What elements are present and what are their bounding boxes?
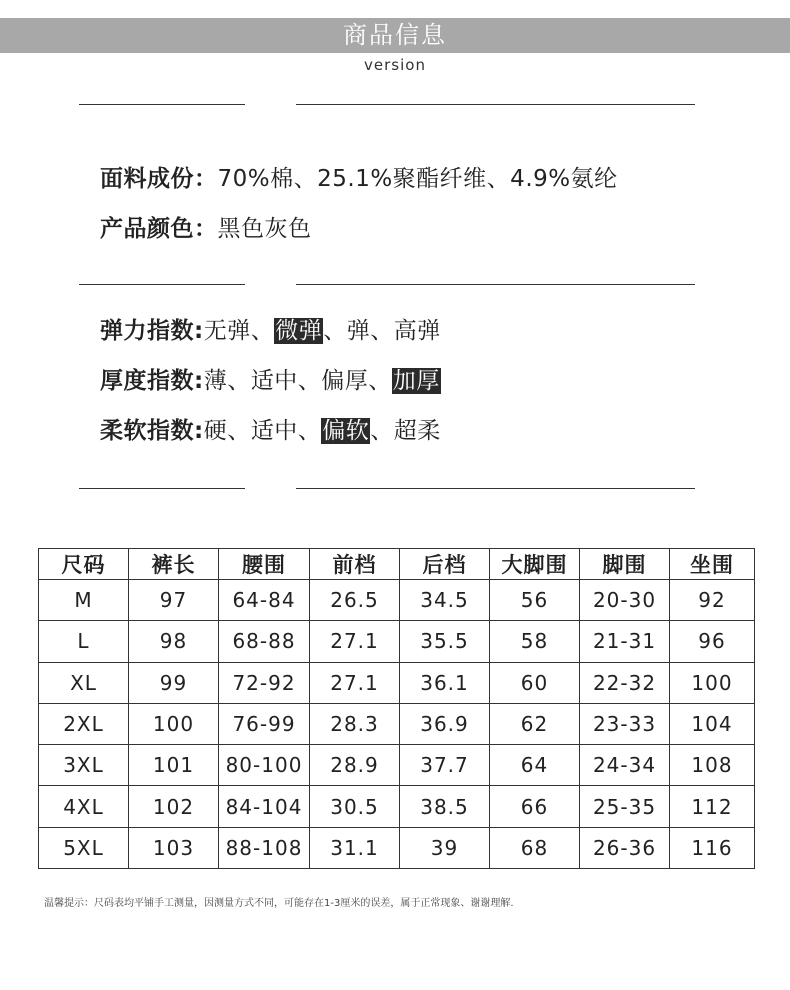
softness-option: 超柔 — [393, 418, 441, 444]
column-header: 腰围 — [219, 549, 310, 580]
elasticity-option: 弹 — [346, 318, 371, 344]
column-header: 坐围 — [670, 549, 755, 580]
color-line — [100, 210, 312, 243]
table-cell: 60 — [490, 662, 580, 703]
column-header: 尺码 — [39, 549, 129, 580]
separator: 、 — [323, 318, 347, 344]
table-cell: 27.1 — [310, 621, 400, 662]
table-cell: 88-108 — [219, 827, 310, 868]
table-cell: 28.3 — [310, 703, 400, 744]
table-cell: L — [39, 621, 129, 662]
table-cell: 38.5 — [400, 786, 490, 827]
table-cell: 5XL — [39, 827, 129, 868]
table-cell: 20-30 — [580, 580, 670, 621]
thickness-option: 薄 — [203, 368, 228, 394]
table-cell: 35.5 — [400, 621, 490, 662]
separator: 、 — [370, 418, 394, 444]
section-title: 商品信息 — [343, 21, 447, 49]
separator: 、 — [368, 368, 392, 394]
separator: 、 — [370, 318, 394, 344]
table-cell: 2XL — [39, 703, 129, 744]
table-cell: 68 — [490, 827, 580, 868]
separator: 、 — [227, 418, 251, 444]
separator: 、 — [227, 368, 251, 394]
table-cell: 104 — [670, 703, 755, 744]
table-cell: 39 — [400, 827, 490, 868]
table-cell: 27.1 — [310, 662, 400, 703]
table-cell: 36.1 — [400, 662, 490, 703]
column-header: 脚围 — [580, 549, 670, 580]
table-cell: 66 — [490, 786, 580, 827]
table-cell: 108 — [670, 745, 755, 786]
table-cell: 100 — [670, 662, 755, 703]
elasticity-option: 无弹 — [203, 318, 251, 344]
section-subtitle: version — [364, 56, 426, 74]
divider-left — [79, 284, 245, 285]
table-cell: 100 — [129, 703, 219, 744]
table-row — [39, 827, 755, 868]
table-cell: 36.9 — [400, 703, 490, 744]
divider-right — [296, 104, 695, 105]
table-cell: 101 — [129, 745, 219, 786]
title-bar — [0, 18, 790, 53]
thickness-option: 适中 — [250, 368, 298, 394]
table-row — [39, 745, 755, 786]
table-cell: 103 — [129, 827, 219, 868]
thickness-options — [204, 368, 441, 394]
separator: 、 — [297, 368, 322, 394]
table-row — [39, 786, 755, 827]
table-cell: 99 — [129, 662, 219, 703]
divider-left — [79, 104, 245, 105]
table-cell: 28.9 — [310, 745, 400, 786]
table-cell: 26.5 — [310, 580, 400, 621]
table-cell: 116 — [670, 827, 755, 868]
column-header: 前档 — [310, 549, 400, 580]
thickness-option-selected: 加厚 — [392, 368, 440, 394]
separator: 、 — [297, 418, 322, 444]
table-cell: 92 — [670, 580, 755, 621]
thickness-option: 偏厚 — [321, 368, 369, 394]
table-cell: M — [39, 580, 129, 621]
fabric-value: 70%棉、25.1%聚酯纤维、4.9%氨纶 — [217, 166, 618, 192]
elasticity-option-selected: 微弹 — [275, 318, 323, 344]
softness-line — [100, 412, 441, 445]
softness-option: 适中 — [250, 418, 298, 444]
softness-option: 硬 — [203, 418, 228, 444]
size-table-header — [39, 549, 755, 580]
size-table-body — [39, 580, 755, 869]
table-cell: 68-88 — [219, 621, 310, 662]
table-cell: 23-33 — [580, 703, 670, 744]
table-cell: 72-92 — [219, 662, 310, 703]
elasticity-options — [204, 318, 441, 344]
table-cell: 102 — [129, 786, 219, 827]
table-cell: 34.5 — [400, 580, 490, 621]
softness-label: 柔软指数: — [100, 418, 204, 444]
color-value: 黑色灰色 — [217, 216, 312, 242]
table-cell: 58 — [490, 621, 580, 662]
table-row — [39, 662, 755, 703]
softness-options — [204, 418, 441, 444]
elasticity-line — [100, 312, 441, 345]
table-cell: 24-34 — [580, 745, 670, 786]
column-header: 裤长 — [129, 549, 219, 580]
table-cell: 30.5 — [310, 786, 400, 827]
table-cell: 84-104 — [219, 786, 310, 827]
softness-option-selected: 偏软 — [322, 418, 370, 444]
table-cell: 3XL — [39, 745, 129, 786]
column-header: 后档 — [400, 549, 490, 580]
table-cell: 22-32 — [580, 662, 670, 703]
table-cell: 56 — [490, 580, 580, 621]
table-cell: 25-35 — [580, 786, 670, 827]
measurement-note: 温馨提示：尺码表均平铺手工测量，因测量方式不同，可能存在1-3厘米的误差，属于正常现象、谢谢理解. — [44, 898, 514, 909]
table-cell: 76-99 — [219, 703, 310, 744]
divider-left — [79, 488, 245, 489]
color-label: 产品颜色： — [100, 216, 218, 242]
table-cell: 80-100 — [219, 745, 310, 786]
table-row — [39, 621, 755, 662]
table-cell: 26-36 — [580, 827, 670, 868]
table-cell: 97 — [129, 580, 219, 621]
table-cell: 4XL — [39, 786, 129, 827]
column-header: 大脚围 — [490, 549, 580, 580]
divider-right — [296, 284, 695, 285]
elasticity-label: 弹力指数: — [100, 318, 204, 344]
fabric-line — [100, 160, 618, 193]
elasticity-option: 高弹 — [393, 318, 441, 344]
table-cell: 64 — [490, 745, 580, 786]
table-cell: 96 — [670, 621, 755, 662]
table-cell: 112 — [670, 786, 755, 827]
table-cell: 98 — [129, 621, 219, 662]
thickness-label: 厚度指数: — [100, 368, 204, 394]
table-row — [39, 580, 755, 621]
size-table — [38, 548, 755, 869]
separator: 、 — [250, 318, 275, 344]
fabric-label: 面料成份： — [100, 166, 218, 192]
table-cell: 37.7 — [400, 745, 490, 786]
table-cell: 31.1 — [310, 827, 400, 868]
table-cell: 62 — [490, 703, 580, 744]
divider-right — [296, 488, 695, 489]
table-row — [39, 703, 755, 744]
table-cell: 64-84 — [219, 580, 310, 621]
table-cell: 21-31 — [580, 621, 670, 662]
thickness-line — [100, 362, 441, 395]
table-cell: XL — [39, 662, 129, 703]
